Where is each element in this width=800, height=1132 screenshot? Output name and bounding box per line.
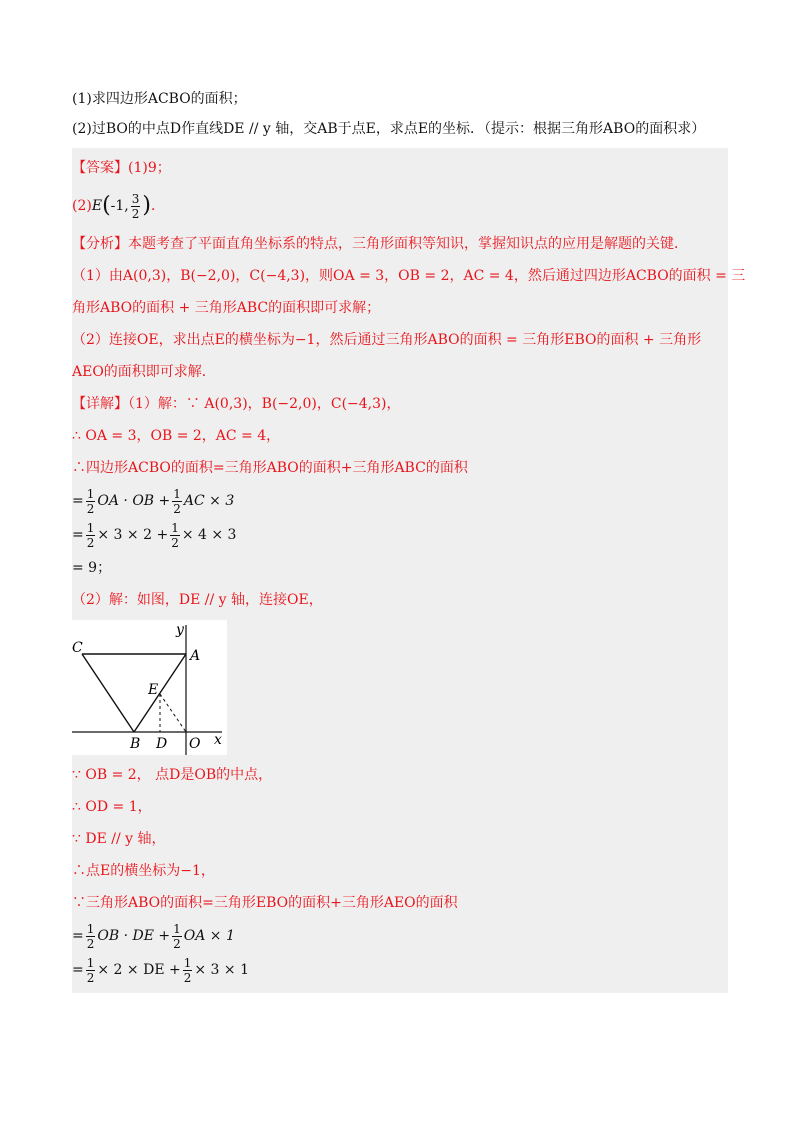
- equals-sign: =: [72, 962, 84, 978]
- label-e: E: [148, 682, 159, 698]
- detail-label: 【详解】: [72, 396, 128, 412]
- fraction-numerator: 1: [86, 921, 95, 936]
- fraction-numerator: 3: [131, 191, 140, 206]
- fraction-numerator: 1: [183, 955, 192, 970]
- answer-x-coord: -1,: [110, 198, 129, 214]
- analysis-p1-line-a: （1）由A(0,3)，B(−2,0)，C(−4,3)，则OA = 3，OB = 2，AC = 4，然后通过四边形ACBO的面积 = 三: [72, 268, 746, 284]
- question-part-2: (2)过BO的中点D作直线DE // y 轴，交AB于点E，求点E的坐标．（提示：根据三角形ABO的面积求）: [72, 121, 706, 137]
- answer-point-e: E: [91, 198, 103, 214]
- equation-term: × 2 × DE +: [97, 962, 181, 978]
- analysis-p1-line-b: 角形ABO的面积 + 三角形ABC的面积即可求解；: [72, 300, 381, 316]
- fraction-denominator: 2: [173, 501, 181, 516]
- half-fraction: [170, 521, 180, 550]
- detail-line-1: [72, 388, 728, 420]
- equation-2: [72, 518, 728, 552]
- label-a: A: [190, 648, 201, 664]
- answer-end-mark: ．: [151, 198, 165, 214]
- equation-result: = 9；: [72, 560, 112, 576]
- detail-step-4: （2）解：如图，DE // y 轴，连接OE，: [72, 592, 323, 608]
- equation-3: [72, 552, 728, 584]
- equation-term: OB · DE +: [97, 928, 171, 944]
- label-x: x: [214, 732, 222, 748]
- equation-term: OA · OB +: [97, 493, 171, 509]
- equation-term: OA × 1: [183, 928, 235, 944]
- fraction-numerator: 1: [173, 486, 181, 501]
- label-b: B: [130, 736, 141, 752]
- equation-term: × 3 × 1: [194, 962, 249, 978]
- detail-step-6: ∴ OD = 1，: [72, 799, 152, 815]
- equals-sign: =: [72, 493, 84, 509]
- analysis-p2-line-b: AEO的面积即可求解．: [72, 364, 216, 380]
- answer-line-1: [72, 152, 728, 184]
- answer-line-2: [72, 184, 728, 228]
- coordinate-figure: [72, 620, 227, 755]
- fraction-denominator: 2: [173, 936, 181, 951]
- half-fraction: [172, 487, 182, 516]
- fraction-numerator: 1: [86, 520, 95, 535]
- label-y: y: [176, 622, 184, 638]
- answer-y-fraction: [131, 192, 141, 221]
- half-fraction: [86, 487, 96, 516]
- question-part-1: (1)求四边形ACBO的面积；: [72, 91, 247, 107]
- half-fraction: [86, 521, 96, 550]
- fraction-numerator: 1: [173, 921, 181, 936]
- fraction-numerator: 1: [171, 520, 179, 535]
- equation-5: [72, 953, 728, 987]
- analysis-intro: [72, 228, 728, 260]
- label-c: C: [72, 640, 83, 656]
- answer-label: 【答案】: [72, 160, 128, 176]
- detail-step-9: ∵三角形ABO的面积=三角形EBO的面积+三角形AEO的面积: [72, 895, 458, 911]
- label-d: D: [156, 736, 168, 752]
- fraction-numerator: 1: [86, 486, 95, 501]
- equals-sign: =: [72, 527, 84, 543]
- fraction-denominator: 2: [131, 206, 140, 221]
- segment-cb: [82, 654, 134, 732]
- detail-step-5: ∵ OB = 2， 点D是OB的中点，: [72, 767, 273, 783]
- detail-step-8: ∴点E的横坐标为−1，: [72, 863, 215, 879]
- fraction-denominator: 2: [183, 970, 192, 985]
- label-o: O: [189, 736, 201, 752]
- half-fraction: [172, 922, 182, 951]
- open-paren: (: [102, 193, 111, 218]
- equation-1: [72, 484, 728, 518]
- half-fraction: [86, 922, 96, 951]
- answer-part-1: (1)9；: [128, 160, 171, 176]
- fraction-denominator: 2: [86, 936, 95, 951]
- detail-step-7: ∵ DE // y 轴，: [72, 831, 166, 847]
- fraction-denominator: 2: [86, 535, 95, 550]
- equation-term: × 3 × 2 +: [97, 527, 169, 543]
- detail-step-1: （1）解：∵ A(0,3)，B(−2,0)，C(−4,3)，: [128, 396, 401, 412]
- solution-panel: [72, 148, 746, 993]
- analysis-p2-line-a: （2）连接OE，求出点E的横坐标为−1，然后通过三角形ABO的面积 = 三角形EBO的面积 + 三角形: [72, 332, 702, 348]
- fraction-numerator: 1: [86, 955, 95, 970]
- equation-4: [72, 919, 728, 953]
- close-paren: ): [142, 193, 151, 218]
- fraction-denominator: 2: [86, 970, 95, 985]
- equation-term: × 4 × 3: [181, 527, 237, 543]
- analysis-label: 【分析】: [72, 236, 128, 252]
- segment-eo: [160, 694, 186, 732]
- analysis-intro-text: 本题考查了平面直角坐标系的特点，三角形面积等知识，掌握知识点的应用是解题的关键．: [128, 236, 688, 252]
- fraction-denominator: 2: [86, 501, 95, 516]
- document-page: [72, 88, 746, 993]
- answer-part-2-prefix: (2): [72, 198, 92, 214]
- detail-step-3: ∴四边形ACBO的面积=三角形ABO的面积+三角形ABC的面积: [72, 460, 468, 476]
- fraction-denominator: 2: [171, 535, 179, 550]
- half-fraction: [183, 956, 193, 985]
- figure-svg: [72, 620, 227, 755]
- half-fraction: [86, 956, 96, 985]
- detail-step-2: ∴ OA = 3，OB = 2，AC = 4，: [72, 428, 281, 444]
- equation-term: AC × 3: [183, 493, 235, 509]
- equals-sign: =: [72, 928, 84, 944]
